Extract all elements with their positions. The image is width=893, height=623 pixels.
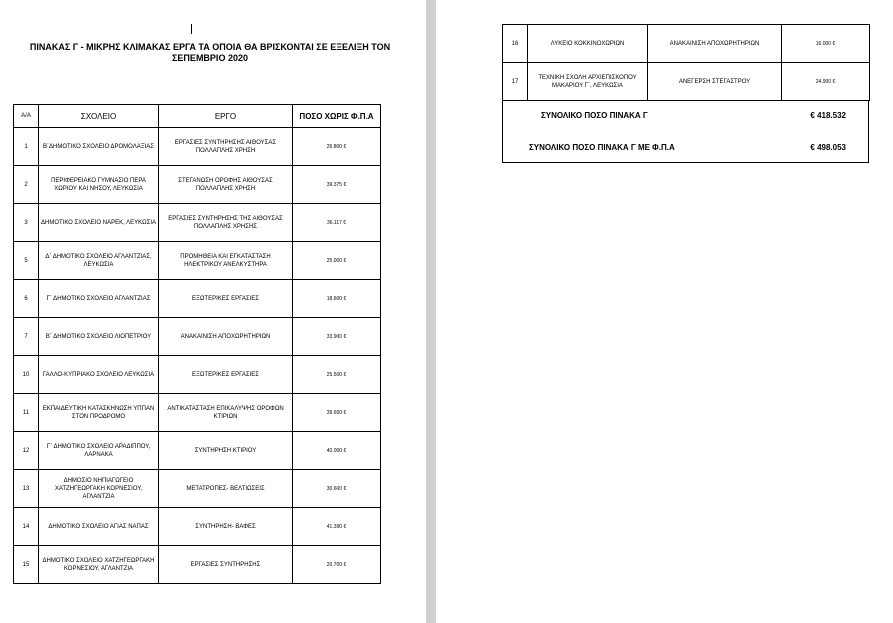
cell-work: ΣΥΝΤΗΡΗΣΗ ΚΤΙΡΙΟΥ: [159, 432, 293, 470]
cell-amount: 24.900 €: [782, 63, 870, 101]
table-row: [14, 166, 381, 204]
cell-school: ΔΗΜΟΣΙΟ ΝΗΠΙΑΓΩΓΕΙΟ ΧΑΤΖΗΓΕΩΡΓΑΚΗ ΚΟΡΝΕΣΙΟΥ, ΑΓΛΑΝΤΖΙΑ: [39, 470, 159, 508]
cell-work: ΑΝΑΚΑΙΝΙΣΗ ΑΠΟΧΩΡΗΤΗΡΙΩΝ: [648, 25, 782, 63]
cell-amount: 40.000 €: [293, 432, 381, 470]
total-vat-row: [503, 141, 868, 155]
cell-work: ΣΥΝΤΗΡΗΣΗ- ΒΑΦΕΣ: [159, 508, 293, 546]
totals-box: [502, 100, 869, 163]
projects-table-continued: [502, 24, 870, 101]
cell-aa: 14: [14, 508, 39, 546]
cell-aa: 1: [14, 128, 39, 166]
cell-aa: 13: [14, 470, 39, 508]
cell-amount: 33.900 €: [293, 318, 381, 356]
cell-aa: 15: [14, 546, 39, 584]
cell-amount: 16.000 €: [782, 25, 870, 63]
cell-aa: 6: [14, 280, 39, 318]
cell-school: Δ΄ ΔΗΜΟΤΙΚΟ ΣΧΟΛΕΙΟ ΑΓΛΑΝΤΖΙΑΣ, ΛΕΥΚΩΣΙΑ: [39, 242, 159, 280]
table-row: [14, 508, 381, 546]
table-row: [503, 25, 870, 63]
cell-school: ΓΑΛΛΟ-ΚΥΠΡΙΑΚΟ ΣΧΟΛΕΙΟ ΛΕΥΚΩΣΙΑ: [39, 356, 159, 394]
cell-aa: 17: [503, 63, 528, 101]
header-school: ΣΧΟΛΕΙΟ: [39, 105, 159, 128]
cell-school: ΛΥΚΕΙΟ ΚΟΚΚΙΝΟΧΩΡΙΩΝ: [528, 25, 648, 63]
cell-amount: 25.500 €: [293, 356, 381, 394]
cell-aa: 5: [14, 242, 39, 280]
cell-school: ΔΗΜΟΤΙΚΟ ΣΧΟΛΕΙΟ ΑΓΙΑΣ ΝΑΠΑΣ: [39, 508, 159, 546]
cell-amount: 41.390 €: [293, 508, 381, 546]
cell-amount: 39.650 €: [293, 394, 381, 432]
cell-work: ΕΡΓΑΣΙΕΣ ΣΥΝΤΗΡΗΣΗΣ: [159, 546, 293, 584]
cell-school: ΠΕΡΙΦΕΡΕΙΑΚΟ ΓΥΜΝΑΣΙΟ ΠΕΡΑ ΧΩΡΙΟΥ ΚΑΙ ΝΗΣΟΥ, ΛΕΥΚΩΣΙΑ: [39, 166, 159, 204]
cell-aa: 11: [14, 394, 39, 432]
table-row: [14, 280, 381, 318]
total-net-row: [503, 109, 868, 123]
cell-work: ΑΝΤΙΚΑΤΑΣΤΑΣΗ ΕΠΙΚΑΛΥΨΗΣ ΟΡΟΦΩΝ ΚΤΙΡΙΩΝ: [159, 394, 293, 432]
table-row: [14, 356, 381, 394]
cell-amount: 36.117 €: [293, 204, 381, 242]
cell-work: ΑΝΕΓΕΡΣΗ ΣΤΕΓΑΣΤΡΟΥ: [648, 63, 782, 101]
page-gutter: [426, 0, 436, 623]
table-row: [503, 63, 870, 101]
table-row: [14, 394, 381, 432]
cell-school: ΔΗΜΟΤΙΚΟ ΣΧΟΛΕΙΟ ΝΑΡΕΚ, ΛΕΥΚΩΣΙΑ: [39, 204, 159, 242]
cell-amount: 25.000 €: [293, 242, 381, 280]
cell-school: ΤΕΧΝΙΚΗ ΣΧΟΛΗ ΑΡΧΙΕΠΙΣΚΟΠΟΥ ΜΑΚΑΡΙΟΥ Γ΄, ΛΕΥΚΩΣΙΑ: [528, 63, 648, 101]
text-cursor: [191, 24, 192, 34]
cell-aa: 7: [14, 318, 39, 356]
total-vat-label: ΣΥΝΟΛΙΚΟ ΠΟΣΟ ΠΙΝΑΚΑ Γ ΜΕ Φ.Π.Α: [529, 143, 675, 152]
cell-aa: 12: [14, 432, 39, 470]
cell-aa: 2: [14, 166, 39, 204]
table-row: [14, 128, 381, 166]
total-net-value: € 418.532: [810, 111, 846, 120]
cell-aa: 10: [14, 356, 39, 394]
cell-work: ΣΤΕΓΑΝΩΣΗ ΟΡΟΦΗΣ ΑΙΘΟΥΣΑΣ ΠΟΛΛΑΠΛΗΣ ΧΡΗΣΗ: [159, 166, 293, 204]
header-aa: Α/Α: [14, 105, 39, 128]
table-row: [14, 318, 381, 356]
document-title: ΠΙΝΑΚΑΣ Γ - ΜΙΚΡΗΣ ΚΛΙΜΑΚΑΣ ΕΡΓΑ ΤΑ ΟΠΟΙΑ ΘΑ ΒΡΙΣΚΟΝΤΑΙ ΣΕ ΕΞΕΛΙΞΗ ΤΟΝ ΣΕΠΕΜΒΡΙΟ 2020: [29, 42, 391, 63]
cell-amount: 26.800 €: [293, 128, 381, 166]
cell-aa: 16: [503, 25, 528, 63]
cell-school: ΔΗΜΟΤΙΚΟ ΣΧΟΛΕΙΟ ΧΑΤΖΗΓΕΩΡΓΑΚΗ ΚΟΡΝΕΣΙΟΥ, ΑΓΛΑΝΤΖΙΑ: [39, 546, 159, 584]
header-work: ΕΡΓΟ: [159, 105, 293, 128]
cell-work: ΜΕΤΑΤΡΟΠΕΣ- ΒΕΛΤΙΩΣΕΙΣ: [159, 470, 293, 508]
cell-school: ΕΚΠΑΙΔΕΥΤΙΚΗ ΚΑΤΑΣΚΗΝΩΣΗ ΥΠΠΑΝ ΣΤΟΝ ΠΡΟΔΡΟΜΟ: [39, 394, 159, 432]
table-row: [14, 242, 381, 280]
cell-work: ΠΡΟΜΗΘΕΙΑ ΚΑΙ ΕΓΚΑΤΑΣΤΑΣΗ ΗΛΕΚΤΡΙΚΟΥ ΑΝΕΛΚΥΣΤΗΡΑ: [159, 242, 293, 280]
table-row: [14, 204, 381, 242]
cell-school: Γ΄ ΔΗΜΟΤΙΚΟ ΣΧΟΛΕΙΟ ΑΡΑΔΙΠΠΟΥ, ΛΑΡΝΑΚΑ: [39, 432, 159, 470]
header-amount: ΠΟΣΟ ΧΩΡΙΣ Φ.Π.Α: [293, 105, 381, 128]
cell-school: Γ΄ ΔΗΜΟΤΙΚΟ ΣΧΟΛΕΙΟ ΑΓΛΑΝΤΖΙΑΣ: [39, 280, 159, 318]
cell-work: ΕΞΩΤΕΡΙΚΕΣ ΕΡΓΑΣΙΕΣ: [159, 280, 293, 318]
table-header-row: [14, 105, 381, 128]
cell-amount: 20.700 €: [293, 546, 381, 584]
cell-amount: 18.600 €: [293, 280, 381, 318]
cell-work: ΕΡΓΑΣΙΕΣ ΣΥΝΤΗΡΗΣΗΣ ΤΗΣ ΑΙΘΟΥΣΑΣ ΠΟΛΛΑΠΛΗΣ ΧΡΗΣΗΣ: [159, 204, 293, 242]
table-row: [14, 546, 381, 584]
cell-work: ΕΞΩΤΕΡΙΚΕΣ ΕΡΓΑΣΙΕΣ: [159, 356, 293, 394]
table-row: [14, 470, 381, 508]
cell-work: ΑΝΑΚΑΙΝΙΣΗ ΑΠΟΧΩΡΗΤΗΡΙΩΝ: [159, 318, 293, 356]
cell-work: ΕΡΓΑΣΙΕΣ ΣΥΝΤΗΡΗΣΗΣ ΑΙΘΟΥΣΑΣ ΠΟΛΛΑΠΛΗΣ ΧΡΗΣΗ: [159, 128, 293, 166]
total-net-label: ΣΥΝΟΛΙΚΟ ΠΟΣΟ ΠΙΝΑΚΑ Γ: [541, 111, 648, 120]
projects-table: [13, 104, 381, 584]
cell-amount: 39.375 €: [293, 166, 381, 204]
cell-school: Β΄ΔΗΜΟΤΙΚΟ ΣΧΟΛΕΙΟ ΔΡΟΜΟΛΑΞΙΑΣ: [39, 128, 159, 166]
cell-amount: 30.600 €: [293, 470, 381, 508]
total-vat-value: € 498.053: [810, 143, 846, 152]
cell-school: Β΄ ΔΗΜΟΤΙΚΟ ΣΧΟΛΕΙΟ ΛΙΟΠΕΤΡΙΟΥ: [39, 318, 159, 356]
cell-aa: 3: [14, 204, 39, 242]
table-row: [14, 432, 381, 470]
